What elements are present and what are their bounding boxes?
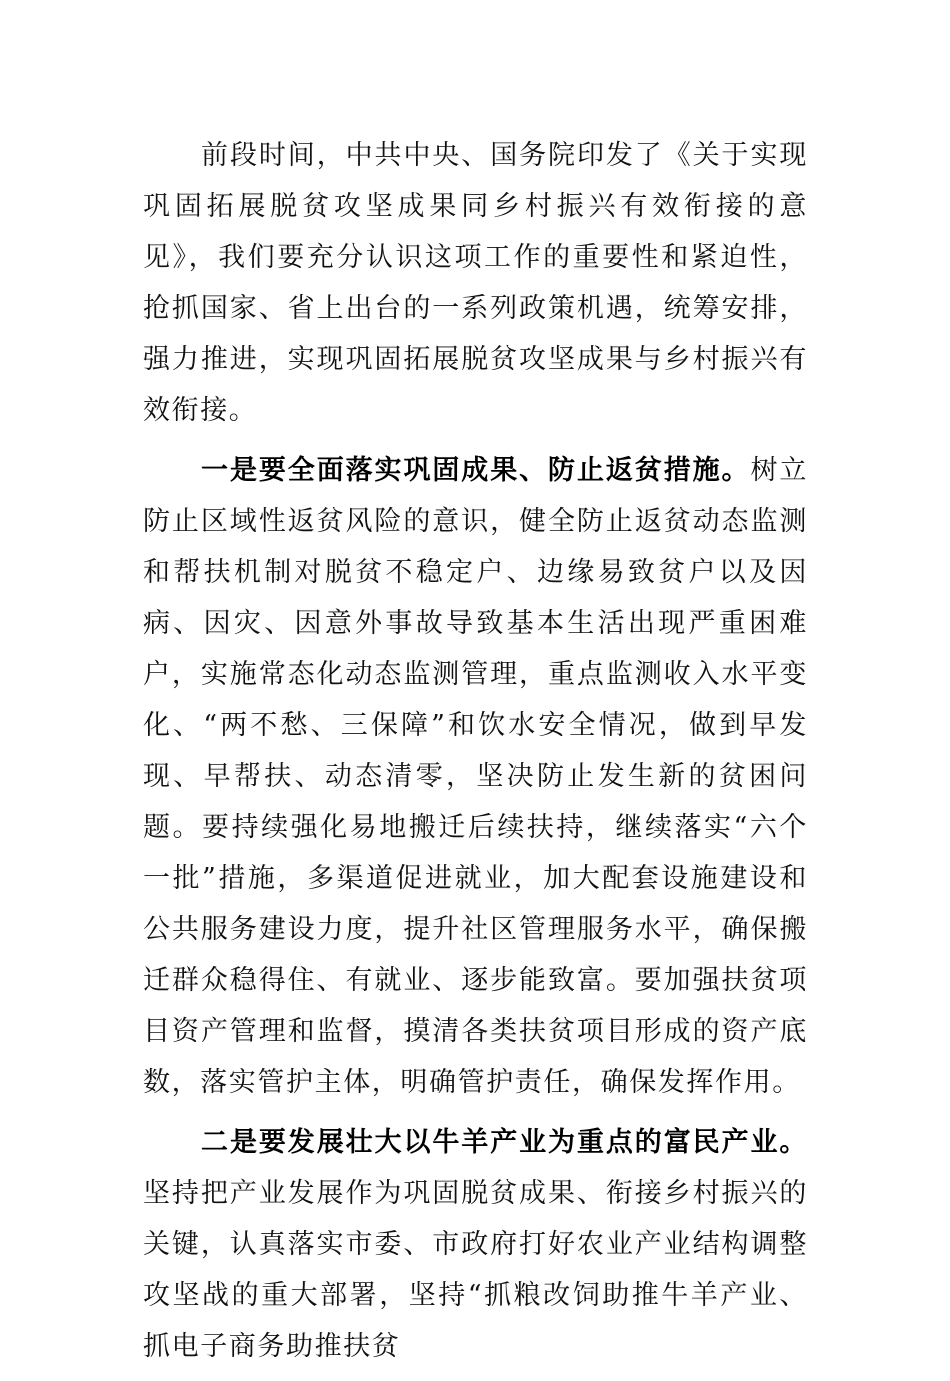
document-body	[143, 130, 808, 1381]
paragraph-lead: 二是要发展壮大以牛羊产业为重点的富民产业。	[201, 1127, 808, 1158]
paragraph-text: 前段时间，中共中央、国务院印发了《关于实现巩固拓展脱贫攻坚成果同乡村振兴有效衔接的意见》，我们要充分认识这项工作的重要性和紧迫性，抢抓国家、省上出台的一系列政策机遇，统筹安排，强力推进，实现巩固拓展脱贫攻坚成果与乡村振兴有效衔接。	[143, 140, 808, 426]
paragraph-point-one	[143, 445, 808, 1108]
paragraph-lead: 一是要全面落实巩固成果、防止返贫措施。	[201, 455, 751, 486]
paragraph-intro	[143, 130, 808, 436]
paragraph-point-two	[143, 1117, 808, 1372]
paragraph-text: 坚持把产业发展作为巩固脱贫成果、衔接乡村振兴的关键，认真落实市委、市政府打好农业产业结构调整攻坚战的重大部署，坚持“抓粮改饲助推牛羊产业、抓电子商务助推扶贫	[143, 1178, 808, 1362]
paragraph-text: 树立防止区域性返贫风险的意识，健全防止返贫动态监测和帮扶机制对脱贫不稳定户、边缘易致贫户以及因病、因灾、因意外事故导致基本生活出现严重困难户，实施常态化动态监测管理，重点监测收入水平变化、“两不愁、三保障”和饮水安全情况，做到早发现、早帮扶、动态清零，坚决防止发生新的贫困问题。要持续强化易地搬迁后续扶持，继续落实“六个一批”措施，多渠道促进就业，加大配套设施建设和公共服务建设力度，提升社区管理服务水平，确保搬迁群众稳得住、有就业、逐步能致富。要加强扶贫项目资产管理和监督，摸清各类扶贫项目形成的资产底数，落实管护主体，明确管护责任，确保发挥作用。	[143, 455, 809, 1098]
